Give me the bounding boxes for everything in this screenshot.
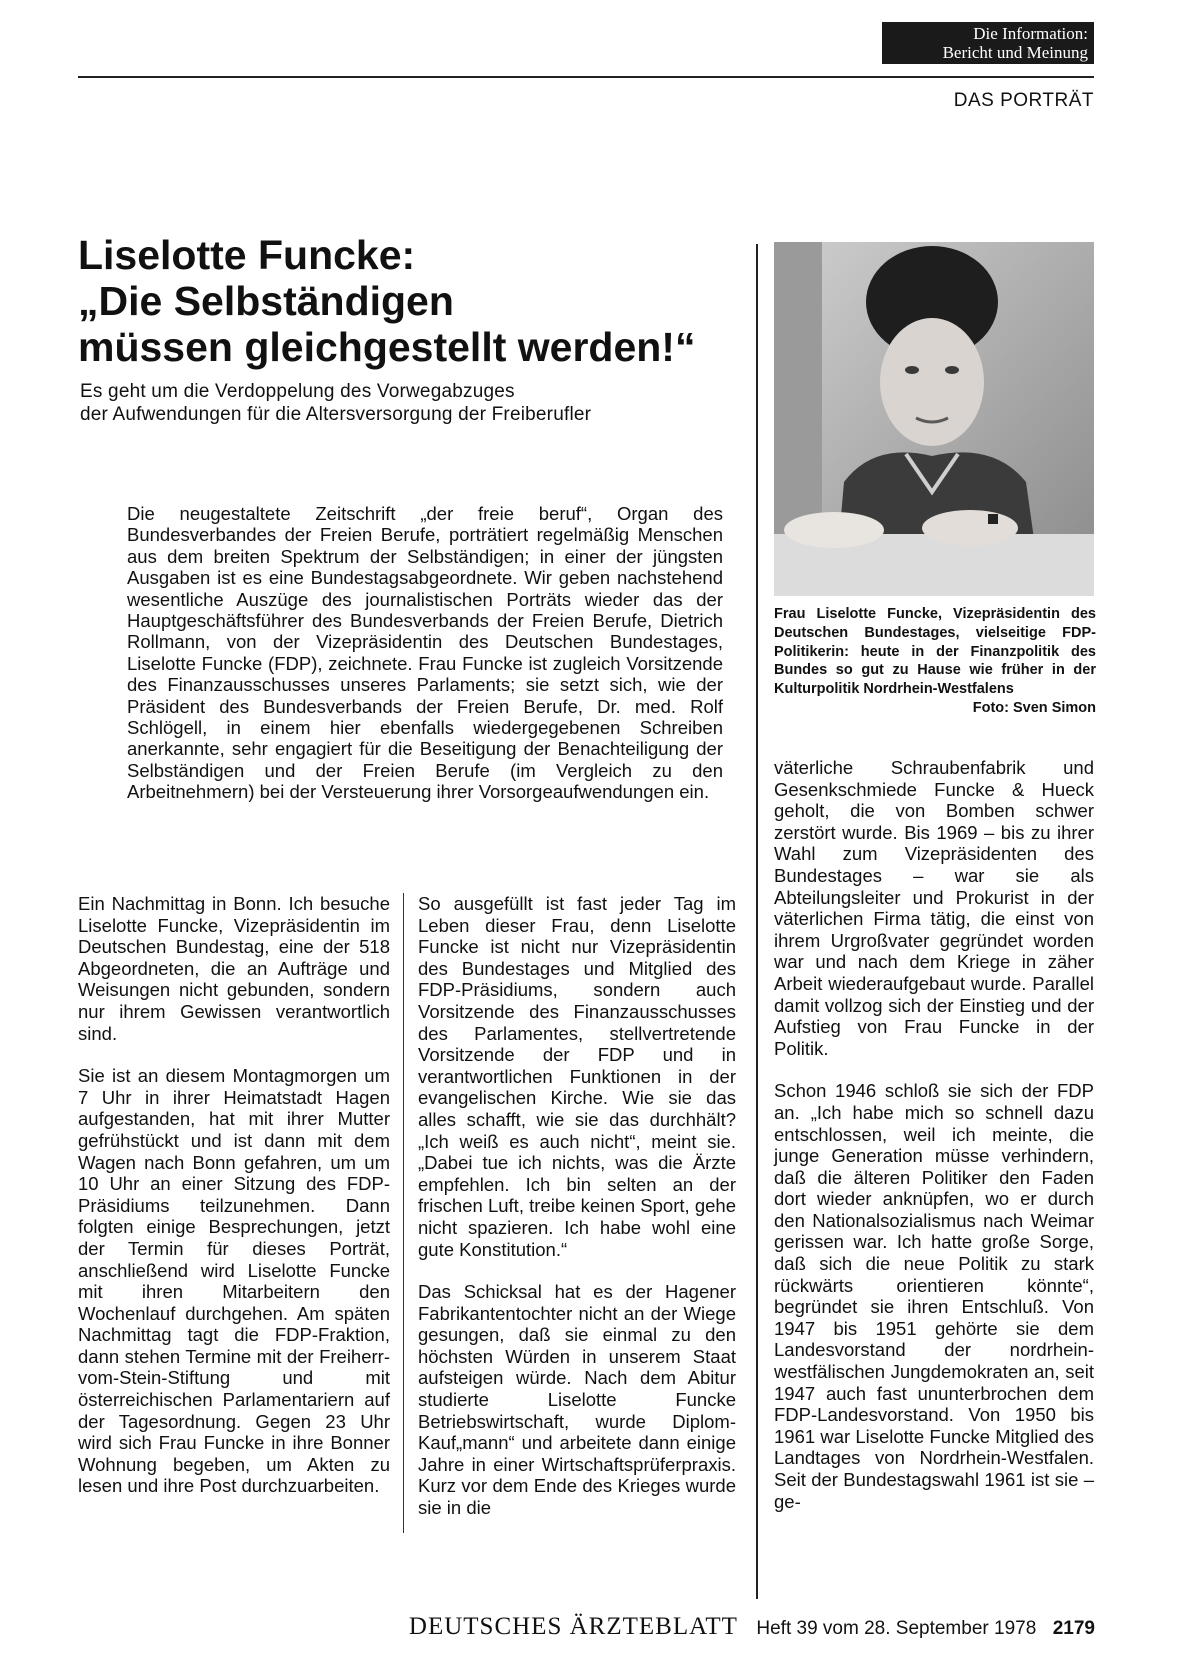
paragraph: Sie ist an diesem Montagmorgen um 7 Uhr in ihrer Heimatstadt Hagen aufgestanden, hat mit ihrer Mutter gefrühstückt und ist dann mit dem Wagen nach Bonn gefahren, um um 10 Uhr an einer Sitzung des FDP-Präsidiums teilzunehmen. Dann folgten einige Besprechungen, jetzt der Termin für dieses Porträt, anschließend wird Liselotte Funcke mit ihren Mitarbeitern den Wochenlauf durchgehen. Am späten Nachmittag tagt die FDP-Fraktion, dann stehen Termine mit der Freiherr-vom-Stein-Stiftung und mit österreichischen Parlamentariern auf der Tagesordnung. Gegen 23 Uhr wird sich Frau Funcke in ihre Bonner Wohnung begeben, um Akten zu lesen und ihre Post durchzuarbeiten.	[78, 1065, 390, 1497]
section-badge	[882, 22, 1094, 64]
top-rule	[78, 76, 1094, 78]
paragraph: Das Schicksal hat es der Hagener Fabrikantentochter nicht an der Wiege gesungen, daß sie einmal zu den höchsten Würden in unserem Staat aufsteigen würde. Nach dem Abitur studierte Liselotte Funcke Betriebswirtschaft, wurde Diplom-Kauf„mann“ und arbeitete dann einige Jahre in einer Wirtschaftsprüferpraxis. Kurz vor dem Ende des Krieges wurde sie in die	[418, 1281, 736, 1519]
badge-line-1: Die Information:	[973, 24, 1088, 43]
subtitle-line-2: der Aufwendungen für die Altersversorgung der Freiberufler	[80, 404, 592, 425]
photo-credit: Foto: Sven Simon	[972, 699, 1096, 716]
paragraph: Ein Nachmittag in Bonn. Ich besuche Liselotte Funcke, Vizepräsidentin im Deutschen Bundestag, eine der 518 Abgeordneten, die an Aufträge und Weisungen nicht gebunden, sondern nur ihrem Gewissen verantwortlich sind.	[78, 893, 390, 1044]
article-column-1	[78, 893, 390, 1518]
headline-line-3: müssen gleichgestellt werden!“	[78, 324, 696, 370]
article-column-2	[418, 893, 736, 1540]
paragraph: So ausgefüllt ist fast jeder Tag im Leben dieser Frau, denn Liselotte Funcke ist nicht nur Vizepräsidentin des Bundestages und Mitglied des FDP-Präsidiums, sondern auch Vorsitzende des Finanzausschusses des Parlamentes, stellvertretende Vorsitzende der FDP und in verantwortlichen Funktionen in der evangelischen Kirche. Wie sie das alles schafft, wie sie das durchhält? „Ich weiß es auch nicht“, meint sie. „Dabei tue ich nichts, was die Ärzte empfehlen. Ich bin selten an der frischen Luft, treibe keinen Sport, gehe nicht spazieren. Ich habe wohl eine gute Konstitution.“	[418, 893, 736, 1260]
headline-line-1: Liselotte Funcke:	[78, 232, 416, 278]
column-divider-left	[403, 893, 404, 1533]
section-label: DAS PORTRÄT	[953, 90, 1094, 111]
page-footer	[395, 1613, 1095, 1641]
portrait-photo	[774, 242, 1094, 596]
page-number: 2179	[1052, 1618, 1095, 1639]
badge-line-2: Bericht und Meinung	[942, 43, 1088, 62]
column-divider-right	[756, 244, 758, 1599]
caption-text: Frau Liselotte Funcke, Vizepräsidentin des Deutschen Bundestages, vielseitige FDP-Politikerin: heute in der Finanzpolitik des Bundes so gut zu Hause wie früher in der Kulturpolitik Nordrhein-Westfalens	[774, 606, 1096, 698]
article-column-3	[774, 757, 1094, 1533]
headline-line-2: „Die Selbständigen	[78, 278, 454, 324]
journal-name: DEUTSCHES ÄRZTEBLATT	[408, 1613, 738, 1640]
paragraph: Schon 1946 schloß sie sich der FDP an. „Ich habe mich so schnell dazu entschlossen, weil ich meinte, die junge Generation müsse verhindern, daß die älteren Politiker den Faden dort wieder anknüpfen, wo er durch den Nationalsozialismus nach Weimar gerissen war. Ich hatte große Sorge, daß sich die neue Politik zu stark rückwärts orientieren könnte“, begründet sie ihren Entschluß. Von 1947 bis 1951 gehörte sie dem Landesvorstand der nordrhein-westfälischen Jungdemokraten an, seit 1947 auch fast ununterbrochen dem FDP-Landesvorstand. Von 1950 bis 1961 war Liselotte Funcke Mitglied des Landtages von Nordrhein-Westfalen. Seit der Bundestagswahl 1961 ist sie – ge-	[774, 1080, 1094, 1512]
issue-info: Heft 39 vom 28. September 1978	[756, 1618, 1037, 1639]
headline	[78, 232, 758, 370]
subtitle-line-1: Es geht um die Verdoppelung des Vorwegabzuges	[80, 381, 515, 402]
intro-paragraph: Die neugestaltete Zeitschrift „der freie beruf“, Organ des Bundesverbandes der Freien Berufe, porträtiert regelmäßig Menschen aus dem breiten Spektrum der Selbständigen; in einer der jüngsten Ausgaben ist es eine Bundestagsabgeordnete. Wir geben nachstehend wesentliche Auszüge des journalistischen Porträts wieder das der Hauptgeschäftsführer des Bundesverbands der Freien Berufe, Dietrich Rollmann, von der Vizepräsidentin des Deutschen Bundestages, Liselotte Funcke (FDP), zeichnete. Frau Funcke ist zugleich Vorsitzende des Finanzausschusses unseres Parlaments; sie setzt sich, wie der Präsident des Bundesverbands der Freien Berufe, Dr. med. Rolf Schlögell, in einem hier ebenfalls wiedergegebenen Schreiben anerkannte, sehr engagiert für die Beseitigung der Benachteiligung der Selbständigen und der Freien Berufe (im Vergleich zu den Arbeitnehmern) bei der Versteuerung ihrer Vorsorgeaufwendungen ein.	[127, 503, 723, 803]
paragraph: väterliche Schraubenfabrik und Gesenkschmiede Funcke & Hueck geholt, die von Bomben schwer zerstört wurde. Bis 1969 – bis zu ihrer Wahl zum Vizepräsidenten des Bundestages – war sie als Abteilungsleiter und Prokurist in der väterlichen Firma tätig, die einst von ihrem Urgroßvater gegründet worden war und nach dem Kriege in zäher Arbeit wiederaufgebaut wurde. Parallel damit vollzog sich der Einstieg und der Aufstieg von Frau Funcke in der Politik.	[774, 757, 1094, 1059]
subtitle	[80, 380, 740, 426]
photo-caption	[774, 605, 1096, 718]
